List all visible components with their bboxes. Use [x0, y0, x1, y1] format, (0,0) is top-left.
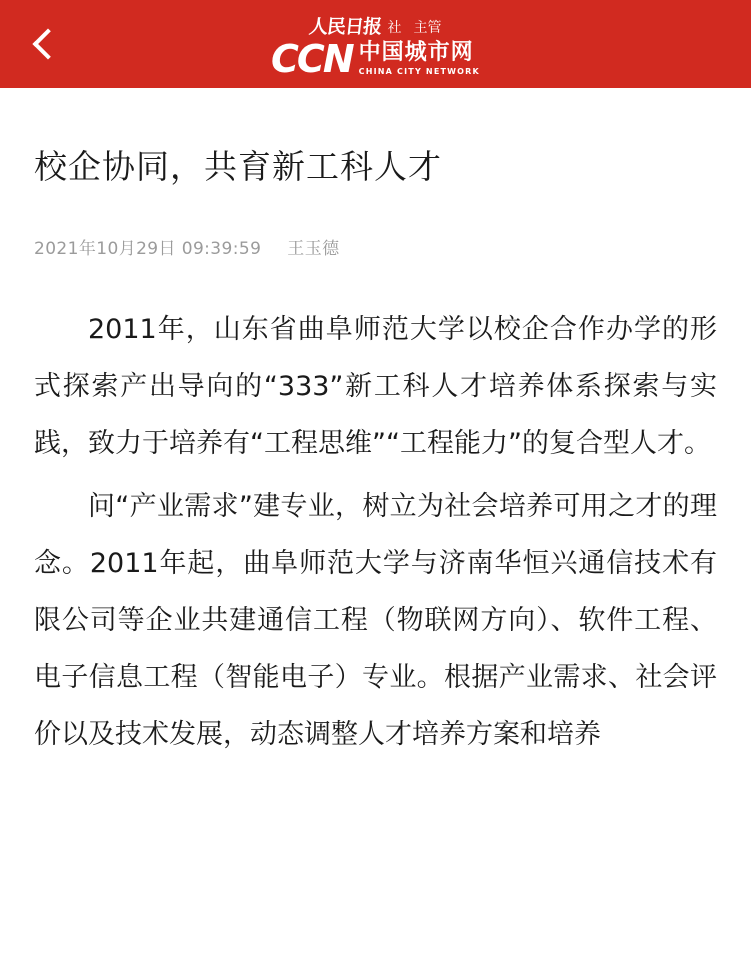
logo-masthead-row — [309, 12, 441, 38]
site-logo[interactable] — [271, 12, 480, 79]
back-button[interactable] — [22, 0, 68, 88]
peoples-daily-masthead: 人民日报 — [308, 15, 383, 38]
logo-supervisor-she: 社 — [387, 19, 402, 36]
logo-brand-cn: 中国城市网 — [358, 39, 474, 65]
back-chevron-icon — [32, 28, 63, 59]
logo-brand-en: CHINA CITY NETWORK — [358, 66, 480, 76]
article-body — [34, 301, 717, 763]
logo-brand-abbr: CCN — [271, 36, 353, 81]
article-meta — [34, 234, 717, 259]
article-author: 王玉德 — [287, 239, 340, 259]
article-timestamp: 2021年10月29日 09:39:59 — [34, 239, 262, 259]
app-header — [0, 0, 751, 88]
article-paragraph: 2011年，山东省曲阜师范大学以校企合作办学的形式探索产出导向的“333”新工科人才培养体系探索与实践，致力于培养有“工程思维”“工程能力”的复合型人才。 — [34, 314, 717, 459]
logo-brand-names — [359, 40, 480, 78]
article-paragraph: 问“产业需求”建专业，树立为社会培养可用之才的理念。2011年起，曲阜师范大学与济南华恒兴通信技术有限公司等企业共建通信工程（物联网方向）、软件工程、电子信息工程（智能电子）专业。根据产业需求、社会评价以及技术发展，动态调整人才培养方案和培养 — [34, 491, 717, 750]
page-title: 校企协同，共育新工科人才 — [34, 147, 442, 186]
logo-brand-row — [271, 36, 480, 81]
logo-supervisor-label: 主管 — [413, 19, 442, 36]
article-container — [0, 88, 751, 763]
